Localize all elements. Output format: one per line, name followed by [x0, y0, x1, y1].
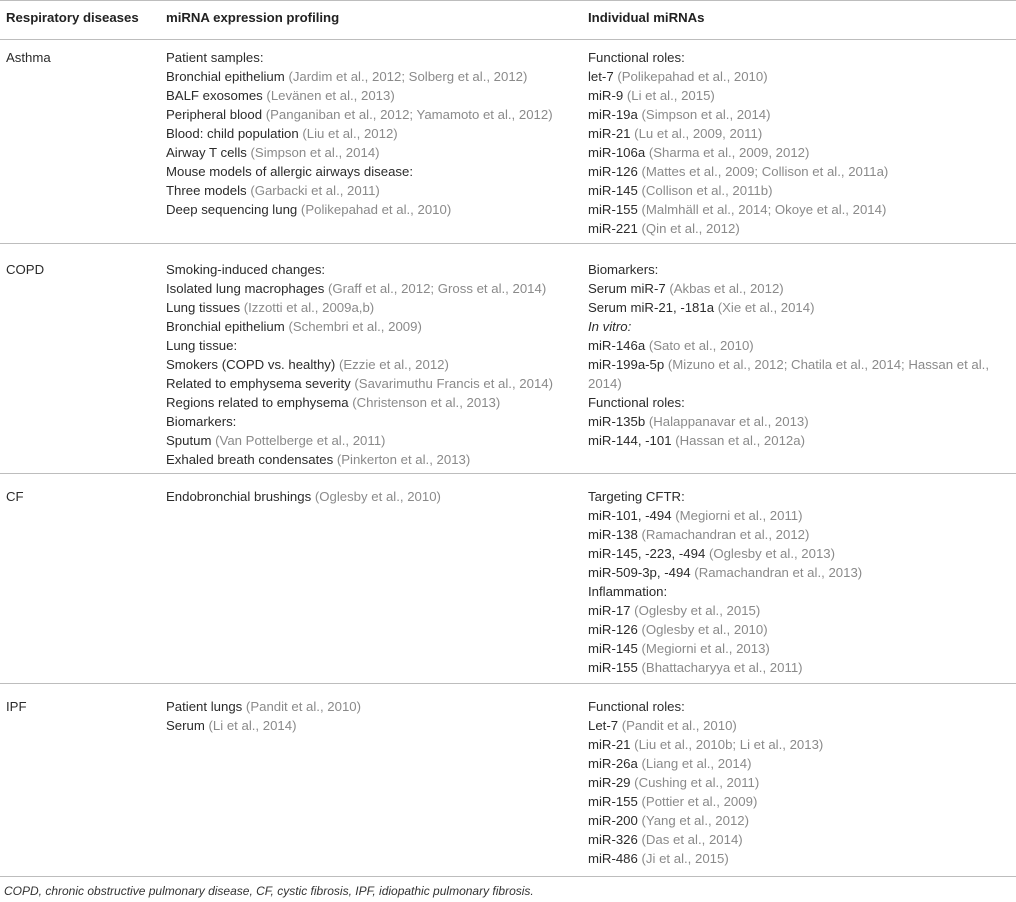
cell-line — [588, 355, 1008, 393]
cell-line — [588, 162, 1008, 181]
citation-link[interactable]: (Van Pottelberge et al., 2011) — [215, 433, 386, 448]
cell-line — [166, 260, 576, 279]
citation-link[interactable]: (Oglesby et al., 2015) — [634, 603, 761, 618]
entry-text: Sputum — [166, 433, 212, 448]
cell-line — [166, 67, 576, 86]
citation-link[interactable]: (Xie et al., 2014) — [717, 300, 815, 315]
table-top-rule — [0, 0, 1016, 1]
citation-link[interactable]: (Li et al., 2014) — [208, 718, 297, 733]
entry-text: miR-26a — [588, 756, 638, 771]
citation-link[interactable]: (Oglesby et al., 2010) — [314, 489, 441, 504]
disease-label: Asthma — [6, 50, 51, 65]
entry-text: Lung tissues — [166, 300, 241, 315]
entry-text: Mouse models of allergic airways disease: — [166, 164, 414, 179]
entry-text: miR-144, -101 — [588, 433, 672, 448]
cell-line — [588, 582, 1008, 601]
mirnas-cell — [588, 487, 1008, 677]
citation-link[interactable]: (Polikepahad et al., 2010) — [617, 69, 768, 84]
cell-line — [588, 298, 1008, 317]
entry-text: Peripheral blood — [166, 107, 263, 122]
cell-line — [588, 830, 1008, 849]
citation-link[interactable]: (Sato et al., 2010) — [648, 338, 754, 353]
cell-line — [166, 393, 576, 412]
citation-link[interactable]: (Ramachandran et al., 2013) — [694, 565, 863, 580]
entry-text: Bronchial epithelium — [166, 69, 285, 84]
cell-line — [588, 124, 1008, 143]
cell-line — [166, 697, 576, 716]
cell-line — [588, 143, 1008, 162]
cell-line — [166, 200, 576, 219]
citation-link[interactable]: (Oglesby et al., 2010) — [641, 622, 768, 637]
citation-link[interactable]: (Liu et al., 2010b; Li et al., 2013) — [634, 737, 824, 752]
entry-text: Exhaled breath condensates — [166, 452, 334, 467]
citation-link[interactable]: (Liang et al., 2014) — [641, 756, 752, 771]
cell-line — [588, 181, 1008, 200]
cell-line — [166, 374, 576, 393]
cell-line — [588, 431, 1008, 450]
entry-text: Biomarkers: — [166, 414, 237, 429]
entry-text: miR-155 — [588, 660, 638, 675]
entry-text: Airway T cells — [166, 145, 247, 160]
citation-link[interactable]: (Pinkerton et al., 2013) — [336, 452, 471, 467]
citation-link[interactable]: (Qin et al., 2012) — [641, 221, 740, 236]
citation-link[interactable]: (Cushing et al., 2011) — [634, 775, 760, 790]
disease-label: COPD — [6, 262, 45, 277]
citation-link[interactable]: (Ji et al., 2015) — [641, 851, 729, 866]
citation-link[interactable]: (Megiorni et al., 2011) — [675, 508, 803, 523]
cell-line — [588, 67, 1008, 86]
entry-text: Patient lungs — [166, 699, 243, 714]
cell-line — [588, 639, 1008, 658]
entry-text: Targeting CFTR: — [588, 489, 685, 504]
citation-link[interactable]: (Schembri et al., 2009) — [288, 319, 422, 334]
citation-link[interactable]: (Levänen et al., 2013) — [266, 88, 395, 103]
entry-text: miR-126 — [588, 622, 638, 637]
cell-line — [166, 48, 576, 67]
cell-line — [166, 716, 576, 735]
table-footnote: COPD, chronic obstructive pulmonary disease, CF, cystic fibrosis, IPF, idiopathic pulmonary fibrosis. — [4, 884, 534, 898]
citation-link[interactable]: (Christenson et al., 2013) — [352, 395, 501, 410]
row-rule — [0, 683, 1016, 684]
table-bottom-rule — [0, 876, 1016, 877]
cell-line — [588, 811, 1008, 830]
entry-text: Let-7 — [588, 718, 619, 733]
entry-text: Functional roles: — [588, 699, 685, 714]
entry-text: miR-106a — [588, 145, 646, 160]
entry-text: Serum miR-7 — [588, 281, 666, 296]
entry-text: miR-145 — [588, 641, 638, 656]
cell-line — [166, 279, 576, 298]
cell-line — [588, 525, 1008, 544]
cell-line — [588, 697, 1008, 716]
cell-line — [588, 279, 1008, 298]
entry-text: Serum — [166, 718, 205, 733]
cell-line — [166, 181, 576, 200]
citation-link[interactable]: (Sharma et al., 2009, 2012) — [648, 145, 810, 160]
cell-line — [166, 450, 576, 469]
entry-text: BALF exosomes — [166, 88, 263, 103]
entry-text: miR-221 — [588, 221, 638, 236]
disease-cell — [6, 48, 156, 67]
entry-text: Serum miR-21, -181a — [588, 300, 715, 315]
citation-link[interactable]: (Malmhäll et al., 2014; Okoye et al., 2014) — [641, 202, 887, 217]
header-mirna-expression-profiling: miRNA expression profiling — [166, 10, 340, 25]
entry-text: miR-326 — [588, 832, 638, 847]
citation-link[interactable]: (Simpson et al., 2014) — [250, 145, 380, 160]
citation-link[interactable]: (Mizuno et al., 2012; Chatila et al., 2014; Hassan et al., 2014) — [588, 357, 989, 391]
entry-text: In vitro: — [588, 319, 632, 334]
citation-link[interactable]: (Li et al., 2015) — [626, 88, 715, 103]
citation-link[interactable]: (Hassan et al., 2012a) — [675, 433, 805, 448]
citation-link[interactable]: (Megiorni et al., 2013) — [641, 641, 770, 656]
citation-link[interactable]: (Liu et al., 2012) — [302, 126, 398, 141]
cell-line — [166, 124, 576, 143]
entry-text: miR-19a — [588, 107, 638, 122]
cell-line — [588, 735, 1008, 754]
entry-text: miR-17 — [588, 603, 631, 618]
entry-text: Endobronchial brushings — [166, 489, 312, 504]
entry-text: Deep sequencing lung — [166, 202, 298, 217]
mirnas-cell — [588, 260, 1008, 450]
cell-line — [166, 355, 576, 374]
entry-text: miR-135b — [588, 414, 646, 429]
citation-link[interactable]: (Halappanavar et al., 2013) — [648, 414, 809, 429]
citation-link[interactable]: (Ezzie et al., 2012) — [338, 357, 449, 372]
entry-text: miR-199a-5p — [588, 357, 665, 372]
cell-line — [588, 849, 1008, 868]
row-rule — [0, 473, 1016, 474]
disease-label: CF — [6, 489, 24, 504]
cell-line — [166, 336, 576, 355]
citation-link[interactable]: (Savarimuthu Francis et al., 2014) — [354, 376, 554, 391]
entry-text: miR-21 — [588, 126, 631, 141]
cell-line — [588, 200, 1008, 219]
cell-line — [588, 105, 1008, 124]
citation-link[interactable]: (Ramachandran et al., 2012) — [641, 527, 810, 542]
entry-text: miR-29 — [588, 775, 631, 790]
entry-text: Biomarkers: — [588, 262, 659, 277]
entry-text: miR-155 — [588, 202, 638, 217]
disease-cell — [6, 260, 156, 279]
citation-link[interactable]: (Pandit et al., 2010) — [245, 699, 362, 714]
cell-line — [588, 412, 1008, 431]
cell-line — [588, 773, 1008, 792]
profiling-cell — [166, 48, 576, 219]
cell-line — [588, 792, 1008, 811]
entry-text: miR-21 — [588, 737, 631, 752]
entry-text: miR-126 — [588, 164, 638, 179]
citation-link[interactable]: (Panganiban et al., 2012; Yamamoto et al., 2012) — [265, 107, 553, 122]
cell-line — [588, 487, 1008, 506]
citation-link[interactable]: (Pottier et al., 2009) — [641, 794, 758, 809]
cell-line — [588, 620, 1008, 639]
profiling-cell — [166, 260, 576, 469]
entry-text: let-7 — [588, 69, 614, 84]
entry-text: Inflammation: — [588, 584, 668, 599]
cell-line — [166, 162, 576, 181]
entry-text: miR-146a — [588, 338, 646, 353]
cell-line — [588, 336, 1008, 355]
cell-line — [588, 754, 1008, 773]
cell-line — [588, 563, 1008, 582]
cell-line — [588, 544, 1008, 563]
cell-line — [588, 260, 1008, 279]
citation-link[interactable]: (Garbacki et al., 2011) — [250, 183, 380, 198]
citation-link[interactable]: (Simpson et al., 2014) — [641, 107, 771, 122]
entry-text: miR-9 — [588, 88, 624, 103]
profiling-cell — [166, 487, 576, 506]
entry-text: Three models — [166, 183, 247, 198]
cell-line — [588, 658, 1008, 677]
cell-line — [166, 105, 576, 124]
header-respiratory-diseases: Respiratory diseases — [6, 10, 139, 25]
entry-text: Smoking-induced changes: — [166, 262, 326, 277]
entry-text: miR-509-3p, -494 — [588, 565, 691, 580]
citation-link[interactable]: (Bhattacharyya et al., 2011) — [641, 660, 803, 675]
entry-text: Isolated lung macrophages — [166, 281, 325, 296]
entry-text: Smokers (COPD vs. healthy) — [166, 357, 336, 372]
cell-line — [588, 48, 1008, 67]
entry-text: Related to emphysema severity — [166, 376, 351, 391]
citation-link[interactable]: (Akbas et al., 2012) — [669, 281, 784, 296]
entry-text: Functional roles: — [588, 50, 685, 65]
citation-link[interactable]: (Polikepahad et al., 2010) — [300, 202, 452, 217]
cell-line — [588, 506, 1008, 525]
entry-text: Patient samples: — [166, 50, 264, 65]
citation-link[interactable]: (Collison et al., 2011b) — [641, 183, 773, 198]
entry-text: miR-101, -494 — [588, 508, 672, 523]
cell-line — [166, 317, 576, 336]
disease-cell — [6, 697, 156, 716]
entry-text: miR-200 — [588, 813, 638, 828]
citation-link[interactable]: (Graff et al., 2012; Gross et al., 2014) — [328, 281, 547, 296]
citation-link[interactable]: (Izzotti et al., 2009a,b) — [243, 300, 375, 315]
cell-line — [166, 86, 576, 105]
header-individual-mirnas: Individual miRNAs — [588, 10, 705, 25]
citation-link[interactable]: (Yang et al., 2012) — [641, 813, 750, 828]
cell-line — [166, 412, 576, 431]
entry-text: miR-138 — [588, 527, 638, 542]
citation-link[interactable]: (Mattes et al., 2009; Collison et al., 2011a) — [641, 164, 889, 179]
cell-line — [588, 86, 1008, 105]
mirnas-cell — [588, 697, 1008, 868]
cell-line — [588, 317, 1008, 336]
entry-text: Bronchial epithelium — [166, 319, 285, 334]
entry-text: Lung tissue: — [166, 338, 238, 353]
citation-link[interactable]: (Pandit et al., 2010) — [621, 718, 737, 733]
header-rule — [0, 39, 1016, 40]
cell-line — [166, 431, 576, 450]
cell-line — [166, 487, 576, 506]
cell-line — [588, 716, 1008, 735]
profiling-cell — [166, 697, 576, 735]
citation-link[interactable]: (Lu et al., 2009, 2011) — [634, 126, 763, 141]
cell-line — [588, 601, 1008, 620]
entry-text: Regions related to emphysema — [166, 395, 349, 410]
citation-link[interactable]: (Oglesby et al., 2013) — [708, 546, 836, 561]
entry-text: miR-145 — [588, 183, 638, 198]
mirnas-cell — [588, 48, 1008, 238]
entry-text: Functional roles: — [588, 395, 685, 410]
entry-text: miR-145, -223, -494 — [588, 546, 706, 561]
cell-line — [166, 298, 576, 317]
entry-text: miR-155 — [588, 794, 638, 809]
cell-line — [166, 143, 576, 162]
row-rule — [0, 243, 1016, 244]
cell-line — [588, 219, 1008, 238]
entry-text: miR-486 — [588, 851, 638, 866]
disease-cell — [6, 487, 156, 506]
cell-line — [588, 393, 1008, 412]
citation-link[interactable]: (Jardim et al., 2012; Solberg et al., 2012) — [288, 69, 528, 84]
citation-link[interactable]: (Das et al., 2014) — [641, 832, 743, 847]
disease-label: IPF — [6, 699, 27, 714]
entry-text: Blood: child population — [166, 126, 299, 141]
